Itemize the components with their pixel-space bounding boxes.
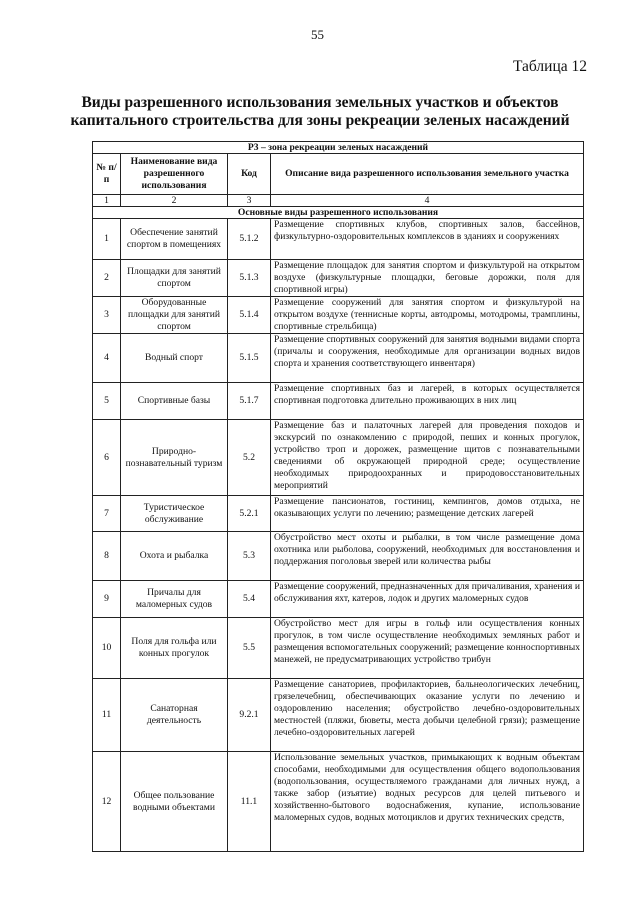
use-name: Туристическое обслуживание xyxy=(121,496,228,532)
column-header-name: Наименование вида разрешенного использования xyxy=(121,154,228,195)
table-row xyxy=(93,420,584,496)
table-row xyxy=(93,496,584,532)
section-row xyxy=(93,207,584,219)
use-description: Размещение сооружений, предназначенных для причаливания, хранения и обслуживания яхт, катеров, лодок и других маломерных судов xyxy=(271,581,584,618)
row-number: 6 xyxy=(93,420,121,496)
use-name: Площадки для занятий спортом xyxy=(121,260,228,297)
table-row xyxy=(93,383,584,420)
row-number: 3 xyxy=(93,297,121,334)
table-row xyxy=(93,532,584,581)
use-description: Использование земельных участков, примыкающих к водным объектам способами, необходимыми для осуществления общего водопользования (водопользования, осуществляемого гражданами для личных нужд, а также забор (изъятие) водных ресурсов для целей питьевого и хозяйственно-бытового водоснабжения, купание, использование маломерных судов, водных мотоциклов и других технических средств, xyxy=(271,752,584,852)
use-name: Обеспечение занятий спортом в помещениях xyxy=(121,219,228,260)
row-number: 10 xyxy=(93,618,121,679)
use-code: 9.2.1 xyxy=(228,679,271,752)
use-code: 11.1 xyxy=(228,752,271,852)
use-description: Размещение площадок для занятия спортом и физкультурой на открытом воздухе (физкультурные площадки, беговые дорожки, поля для спортивной игры) xyxy=(271,260,584,297)
column-header-num: № п/п xyxy=(93,154,121,195)
row-number: 4 xyxy=(93,334,121,383)
row-number: 2 xyxy=(93,260,121,297)
table-row xyxy=(93,618,584,679)
use-description: Обустройство мест для игры в гольф или осуществления конных прогулок, в том числе осуществление необходимых земляных работ и размещения вспомогательных сооружений; размещение конноспортивных манежей, не предусматривающих устройство трибун xyxy=(271,618,584,679)
use-code: 5.3 xyxy=(228,532,271,581)
use-description: Размещение пансионатов, гостиниц, кемпингов, домов отдыха, не оказывающих услуги по лечению; размещение детских лагерей xyxy=(271,496,584,532)
table-row xyxy=(93,334,584,383)
use-code: 5.4 xyxy=(228,581,271,618)
use-name: Общее пользование водными объектами xyxy=(121,752,228,852)
page-number: 55 xyxy=(311,27,324,42)
use-code: 5.1.4 xyxy=(228,297,271,334)
column-number-row xyxy=(93,195,584,207)
row-number: 12 xyxy=(93,752,121,852)
use-name: Оборудованные площадки для занятий спортом xyxy=(121,297,228,334)
zone-header: Р3 – зона рекреации зеленых насаждений xyxy=(93,142,584,154)
permitted-use-table xyxy=(92,141,584,852)
column-header-code: Код xyxy=(228,154,271,195)
use-description: Размещение санаториев, профилакториев, бальнеологических лечебниц, грязелечебниц, обеспечивающих оказание услуги по лечению и оздоровлению населения; обустройство лечебно-оздоровительных местностей (пляжи, бюветы, места добычи целебной грязи); размещение лечебно-оздоровительных лагерей xyxy=(271,679,584,752)
row-number: 7 xyxy=(93,496,121,532)
use-description: Размещение сооружений для занятия спортом и физкультурой на открытом воздухе (теннисные корты, автодромы, мотодромы, трамплины, спортивные стрельбища) xyxy=(271,297,584,334)
section-title: Основные виды разрешенного использования xyxy=(93,207,584,219)
row-number: 1 xyxy=(93,219,121,260)
use-code: 5.1.5 xyxy=(228,334,271,383)
column-number: 3 xyxy=(228,195,271,207)
row-number: 11 xyxy=(93,679,121,752)
table-label: Таблица 12 xyxy=(512,58,587,75)
use-description: Размещение спортивных сооружений для занятия водными видами спорта (причалы и сооружения, необходимые для организации водных видов спорта и хранения соответствующего инвентаря) xyxy=(271,334,584,383)
use-description: Размещение спортивных клубов, спортивных залов, бассейнов, физкультурно-оздоровительных комплексов в зданиях и сооружениях xyxy=(271,219,584,260)
document-title: Виды разрешенного использования земельных участков и объектов капитального строительства для зоны рекреации зеленых насаждений xyxy=(70,94,570,129)
use-description: Размещение баз и палаточных лагерей для проведения походов и экскурсий по ознакомлению с природой, пеших и конных прогулок, устройство троп и дорожек, размещение щитов с познавательными сведениями об окружающей природной среде; осуществление необходимых природоохранных и природовосстановительных мероприятий xyxy=(271,420,584,496)
row-number: 9 xyxy=(93,581,121,618)
use-code: 5.1.2 xyxy=(228,219,271,260)
use-code: 5.2 xyxy=(228,420,271,496)
use-name: Причалы для маломерных судов xyxy=(121,581,228,618)
column-header-row xyxy=(93,154,584,195)
use-description: Размещение спортивных баз и лагерей, в которых осуществляется спортивная подготовка длительно проживающих в них лиц xyxy=(271,383,584,420)
use-code: 5.1.7 xyxy=(228,383,271,420)
table-row xyxy=(93,752,584,852)
row-number: 8 xyxy=(93,532,121,581)
use-code: 5.5 xyxy=(228,618,271,679)
table-row xyxy=(93,679,584,752)
use-name: Санаторная деятельность xyxy=(121,679,228,752)
column-number: 4 xyxy=(271,195,584,207)
use-name: Охота и рыбалка xyxy=(121,532,228,581)
use-name: Природно-познавательный туризм xyxy=(121,420,228,496)
use-code: 5.1.3 xyxy=(228,260,271,297)
column-header-description: Описание вида разрешенного использования земельного участка xyxy=(271,154,584,195)
table-row xyxy=(93,219,584,260)
use-name: Водный спорт xyxy=(121,334,228,383)
use-name: Спортивные базы xyxy=(121,383,228,420)
table-row xyxy=(93,260,584,297)
use-name: Поля для гольфа или конных прогулок xyxy=(121,618,228,679)
table-row xyxy=(93,581,584,618)
use-description: Обустройство мест охоты и рыбалки, в том числе размещение дома охотника или рыболова, сооружений, необходимых для восстановления и поддержания поголовья зверей или количества рыбы xyxy=(271,532,584,581)
use-code: 5.2.1 xyxy=(228,496,271,532)
table-row xyxy=(93,297,584,334)
row-number: 5 xyxy=(93,383,121,420)
zone-header-row xyxy=(93,142,584,154)
column-number: 2 xyxy=(121,195,228,207)
column-number: 1 xyxy=(93,195,121,207)
